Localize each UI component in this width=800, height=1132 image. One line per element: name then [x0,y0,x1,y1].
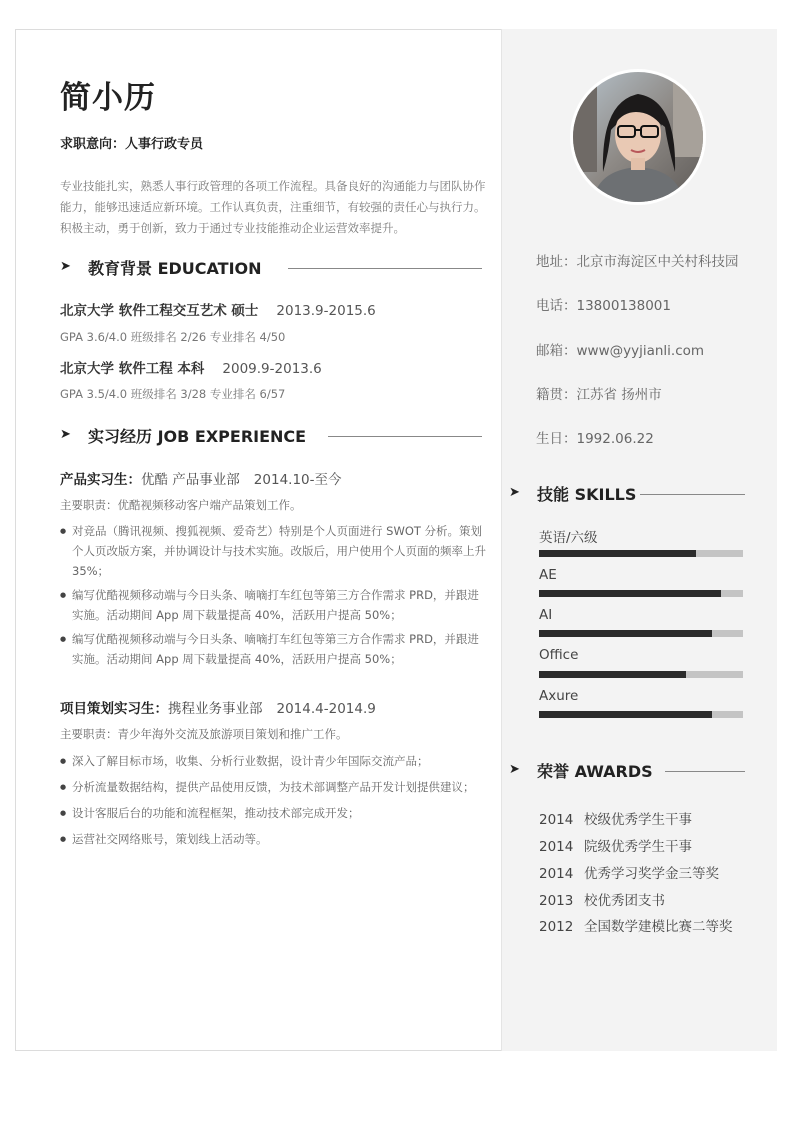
list-item: ● 编写优酷视频移动端与今日头条、嘀嘀打车红包等第三方合作需求 PRD，并跟进实施。活动期间 App 周下载量提高 40%，活跃用户提高 50%； [60,585,490,625]
skill-bar-fill [539,590,721,597]
skill-bar-fill [539,711,712,718]
job-title-2 [60,697,376,717]
skill-bar-track [539,711,743,718]
award-name: 院级优秀学生干事 [584,839,692,855]
award-year: 2012 [539,919,574,935]
list-item: ● 分析流量数据结构，提供产品使用反馈，为技术部调整产品开发计划提供建议； [60,777,490,797]
section-divider [328,436,482,437]
skill-bar-fill [539,630,712,637]
skill-name: 英语/六级 [539,530,598,546]
contact-hometown: 籍贯：江苏省 扬州市 [536,387,662,403]
list-item: ● 设计客服后台的功能和流程框架，推动技术部完成开发； [60,803,490,823]
skill-name: AI [539,607,553,623]
arrow-right-icon: ➤ [60,259,71,274]
experience-heading [60,424,482,448]
award-item [539,915,733,935]
job-title-1 [60,468,342,488]
education-title: 教育背景 EDUCATION [88,259,262,278]
job-duty: 主要职责：青少年海外交流及旅游项目策划和推广工作。 [60,727,348,741]
arrow-right-icon: ➤ [509,762,520,777]
contact-address: 地址：北京市海淀区中关村科技园 [536,254,739,270]
award-year: 2013 [539,893,574,909]
award-item [539,808,692,828]
education-details: GPA 3.5/4.0 班级排名 3/28 专业排名 6/57 [60,387,286,401]
education-school: 北京大学 软件工程交互艺术 硕士 [60,303,259,319]
experience-title: 实习经历 JOB EXPERIENCE [88,427,307,446]
award-year: 2014 [539,839,574,855]
job-role: 项目策划实习生： [60,701,168,717]
education-school: 北京大学 软件工程 本科 [60,361,205,377]
job-role: 产品实习生： [60,472,141,488]
skills-title: 技能 SKILLS [537,485,637,504]
education-entry-1 [60,299,376,319]
contact-phone: 电话：13800138001 [536,298,671,314]
contact-email: 邮箱：www@yyjianli.com [536,343,705,359]
education-entry-2 [60,357,322,377]
skills-heading [509,482,745,506]
awards-title: 荣誉 AWARDS [537,762,653,781]
education-heading [60,256,482,280]
job-date: 2014.10-至今 [253,472,342,488]
arrow-right-icon: ➤ [60,427,71,442]
skill-name: Axure [539,688,579,704]
skill-bar-fill [539,671,686,678]
job-duty: 主要职责：优酷视频移动客户端产品策划工作。 [60,498,302,512]
job-bullets-2 [60,751,490,849]
skill-bar-track [539,630,743,637]
section-divider [640,494,745,495]
candidate-name: 简小历 [60,80,156,116]
list-item: ● 运营社交网络账号，策划线上活动等。 [60,829,490,849]
award-year: 2014 [539,812,574,828]
job-org: 优酷 产品事业部 [141,472,240,488]
award-year: 2014 [539,866,574,882]
skill-bar-fill [539,550,696,557]
list-item: ● 对竞品（腾讯视频、搜狐视频、爱奇艺）特别是个人页面进行 SWOT 分析。策划个人页改版方案，并协调设计与技术实施。改版后，用户使用个人页面的频率上升 35%； [60,521,490,581]
job-intent: 求职意向：人事行政专员 [60,137,204,152]
award-name: 校级优秀学生干事 [584,812,692,828]
job-org: 携程业务事业部 [168,701,263,717]
awards-heading [509,759,745,783]
award-item [539,835,692,855]
section-divider [288,268,482,269]
skill-bar-track [539,590,743,597]
award-item [539,862,719,882]
skill-bar-track [539,550,743,557]
avatar [570,69,706,205]
education-details: GPA 3.6/4.0 班级排名 2/26 专业排名 4/50 [60,330,286,344]
job-bullets-1 [60,521,490,669]
education-date: 2013.9-2015.6 [276,303,376,319]
award-name: 校优秀团支书 [584,893,665,909]
section-divider [665,771,745,772]
job-date: 2014.4-2014.9 [276,701,376,717]
award-item [539,889,665,909]
education-date: 2009.9-2013.6 [222,361,322,377]
list-item: ● 编写优酷视频移动端与今日头条、嘀嘀打车红包等第三方合作需求 PRD，并跟进实施。活动期间 App 周下载量提高 40%，活跃用户提高 50%； [60,629,490,669]
contact-birthday: 生日：1992.06.22 [536,431,654,447]
skill-name: Office [539,647,579,663]
profile-summary: 专业技能扎实，熟悉人事行政管理的各项工作流程。具备良好的沟通能力与团队协作能力，能够迅速适应新环境。工作认真负责，注重细节，有较强的责任心与执行力。积极主动，勇于创新，致力于通过专业技能推动企业运营效率提升。 [60,179,486,235]
award-name: 全国数学建模比赛二等奖 [584,919,733,935]
skill-bar-track [539,671,743,678]
award-name: 优秀学习奖学金三等奖 [584,866,719,882]
skill-name: AE [539,567,557,583]
avatar-photo-icon [573,72,703,202]
arrow-right-icon: ➤ [509,485,520,500]
list-item: ● 深入了解目标市场，收集、分析行业数据，设计青少年国际交流产品； [60,751,490,771]
